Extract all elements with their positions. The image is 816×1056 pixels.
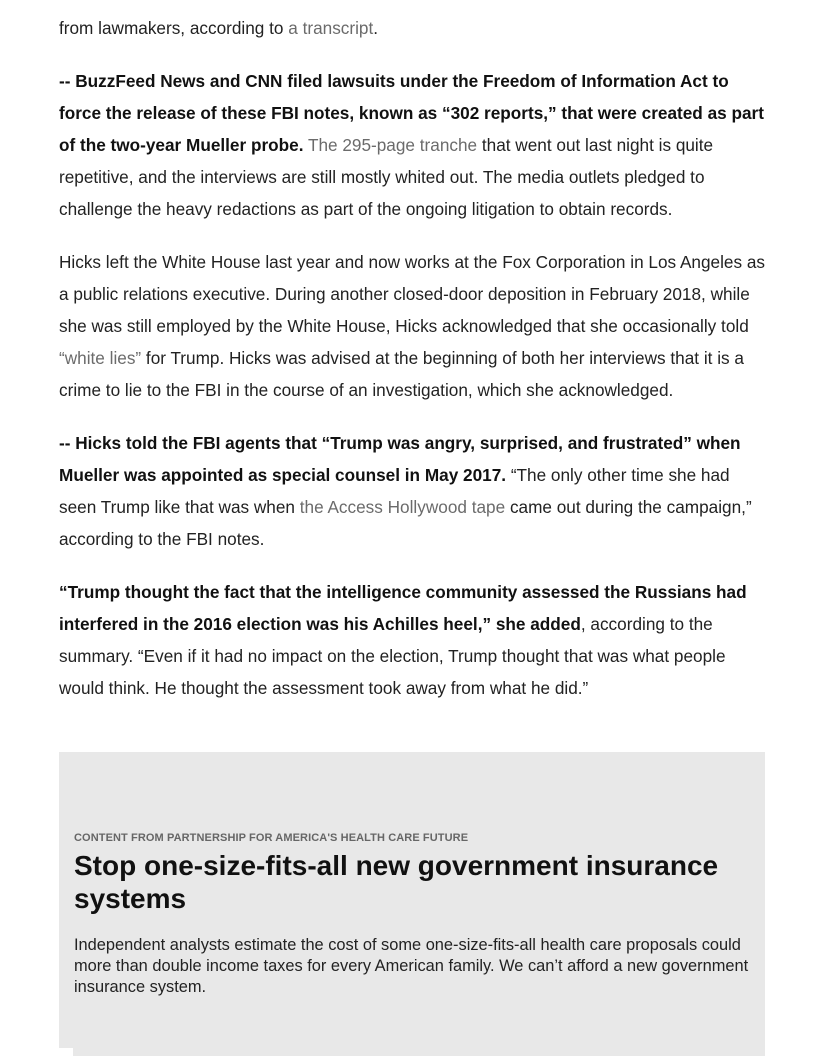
paragraph-text: came out during the campaign,” according to the FBI notes. (59, 497, 752, 549)
paragraph-achilles-heel (59, 576, 765, 704)
paragraph-text: that went out last night is quite repetitive, and the interviews are still mostly whited out. The media outlets pledged to challenge the heavy redactions as part of the ongoing litigation to obtain records. (59, 135, 714, 219)
sponsored-content-box[interactable] (59, 752, 765, 1056)
paragraph-text: Hicks left the White House last year and now works at the Fox Corporation in Los Angeles as a public relations executive. During another closed-door deposition in February 2018, while she was still employed by the White House, Hicks acknowledged that she occasionally told (59, 252, 765, 336)
bold-lead: “Trump thought the fact that the intelligence community assessed the Russians had interfered in the 2016 election was his Achilles heel,” she added (59, 582, 747, 634)
transcript-link[interactable]: a transcript (288, 18, 374, 38)
ad-corner-marker (59, 1048, 73, 1056)
paragraph-hicks-background (59, 246, 765, 406)
paragraph-text: , according to the summary. “Even if it had no impact on the election, Trump thought that was what people would think. He thought the assessment took away from what he did.” (59, 614, 726, 698)
paragraph-text: “The only other time she had seen Trump like that was when (59, 465, 730, 517)
paragraph-lawsuits (59, 65, 765, 225)
paragraph-text: from lawmakers, according to (59, 18, 289, 38)
bold-lead: -- Hicks told the FBI agents that “Trump was angry, surprised, and frustrated” when Mueller was appointed as special counsel in May 2017. (59, 433, 741, 485)
article-body (59, 12, 765, 725)
sponsor-label: CONTENT FROM PARTNERSHIP FOR AMERICA'S HEALTH CARE FUTURE (74, 832, 469, 844)
paragraph-intro (59, 12, 765, 44)
paragraph-hicks-fbi (59, 427, 765, 555)
bold-lead: -- BuzzFeed News and CNN filed lawsuits under the Freedom of Information Act to force the release of these FBI notes, known as “302 reports,” that were created as part of the two-year Mueller probe. (59, 71, 764, 155)
tranche-link[interactable]: The 295-page tranche (307, 135, 478, 155)
paragraph-text: . (373, 18, 379, 38)
access-hollywood-link[interactable]: the Access Hollywood tape (299, 497, 506, 517)
white-lies-link[interactable]: “white lies” (59, 348, 142, 368)
paragraph-text: for Trump. Hicks was advised at the beginning of both her interviews that it is a crime to lie to the FBI in the course of an investigation, which she acknowledged. (59, 348, 744, 400)
ad-body-text: Independent analysts estimate the cost of some one-size-fits-all health care proposals could more than double income taxes for every American family. We can’t afford a new government insurance system. (74, 936, 749, 996)
ad-headline[interactable]: Stop one-size-fits-all new government insurance systems (74, 850, 719, 914)
